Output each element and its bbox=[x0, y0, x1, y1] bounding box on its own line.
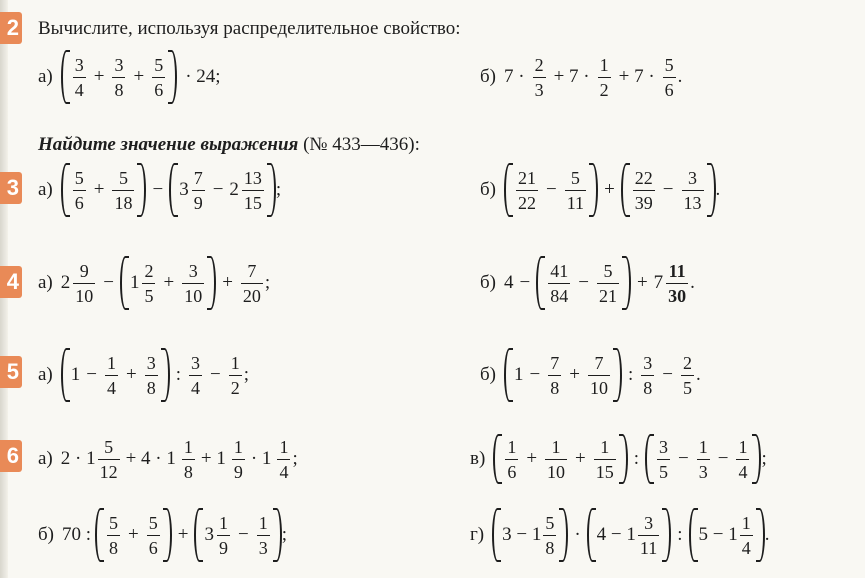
operator: + bbox=[128, 524, 139, 545]
fraction-numerator: 2 bbox=[534, 54, 544, 75]
math-token: + 7 · bbox=[618, 66, 655, 87]
operator: + bbox=[93, 179, 105, 200]
paren-close bbox=[619, 434, 628, 484]
math-token: 70 : bbox=[62, 524, 92, 545]
fraction-denominator: 6 bbox=[663, 77, 676, 99]
math-token: ; bbox=[264, 272, 271, 293]
expression-435a bbox=[38, 340, 249, 410]
fraction-numerator: 5 bbox=[603, 260, 613, 281]
fraction-numerator: 1 bbox=[551, 436, 561, 457]
operator: : bbox=[175, 364, 181, 385]
instruction-heading: Вычислите, используя распределительное свойство: bbox=[38, 18, 461, 39]
fraction bbox=[666, 262, 688, 305]
fraction-denominator: 9 bbox=[217, 535, 230, 557]
exercise-badge-435: 5 bbox=[0, 356, 22, 388]
operator: + bbox=[133, 66, 145, 87]
expression-434b bbox=[480, 248, 695, 318]
paren-close bbox=[622, 256, 631, 310]
operator: − bbox=[546, 179, 557, 200]
operator: − bbox=[662, 364, 673, 385]
label-a: а) bbox=[38, 179, 53, 200]
fraction-numerator: 7 bbox=[247, 260, 257, 281]
operator: + bbox=[526, 448, 538, 469]
section-heading bbox=[38, 134, 420, 156]
fraction-denominator: 8 bbox=[112, 77, 125, 99]
exercise-badge-433: 3 bbox=[0, 172, 22, 204]
fraction-numerator: 1 bbox=[230, 352, 240, 373]
fraction bbox=[73, 262, 95, 305]
expression-436a bbox=[38, 424, 298, 494]
fraction-numerator: 5 bbox=[118, 167, 128, 188]
fraction bbox=[112, 56, 125, 99]
fraction-numerator: 3 bbox=[146, 352, 156, 373]
fraction-numerator: 41 bbox=[550, 260, 569, 281]
operator: − bbox=[86, 364, 97, 385]
fraction-numerator: 3 bbox=[659, 436, 669, 457]
fraction bbox=[257, 514, 270, 557]
paren-open bbox=[645, 434, 654, 484]
fraction-numerator: 1 bbox=[218, 512, 228, 533]
fraction-numerator: 1 bbox=[507, 436, 517, 457]
fraction bbox=[588, 354, 610, 397]
fraction-denominator: 8 bbox=[145, 375, 158, 397]
fraction bbox=[229, 354, 242, 397]
fraction-denominator: 8 bbox=[641, 375, 654, 397]
math-token: ; bbox=[292, 448, 298, 469]
fraction-denominator: 4 bbox=[189, 375, 202, 397]
operator: − bbox=[212, 179, 224, 200]
label-b: б) bbox=[480, 179, 496, 200]
paren-open bbox=[61, 163, 70, 217]
fraction bbox=[633, 169, 655, 212]
fraction bbox=[663, 56, 676, 99]
paren-open bbox=[120, 256, 129, 310]
paren-open bbox=[504, 348, 513, 402]
fraction-numerator: 3 bbox=[688, 167, 697, 188]
fraction-denominator: 5 bbox=[681, 375, 694, 397]
label-b: б) bbox=[480, 364, 496, 385]
fraction-numerator: 2 bbox=[144, 260, 154, 281]
paren-close bbox=[168, 50, 177, 104]
operator: − bbox=[103, 272, 114, 293]
fraction-numerator: 3 bbox=[644, 512, 654, 533]
fraction-denominator: 18 bbox=[112, 190, 134, 212]
fraction bbox=[98, 438, 120, 481]
fraction-denominator: 6 bbox=[147, 535, 160, 557]
label-a: а) bbox=[38, 364, 53, 385]
fraction bbox=[548, 262, 570, 305]
whole-part: 3 bbox=[179, 179, 189, 200]
operator: − bbox=[209, 364, 221, 385]
expression-436g bbox=[470, 500, 769, 570]
fraction-denominator: 15 bbox=[594, 459, 616, 481]
fraction-numerator: 5 bbox=[109, 512, 119, 533]
whole-part: 2 bbox=[60, 272, 71, 293]
fraction-denominator: 8 bbox=[182, 459, 195, 481]
fraction-denominator: 21 bbox=[597, 283, 619, 305]
paren-close bbox=[756, 508, 765, 562]
fraction bbox=[189, 354, 202, 397]
label-a: а) bbox=[38, 272, 53, 293]
operator: + bbox=[93, 66, 105, 87]
fraction-denominator: 15 bbox=[242, 190, 264, 212]
fraction-numerator: 2 bbox=[682, 352, 692, 373]
fraction-numerator: 3 bbox=[190, 352, 200, 373]
fraction-denominator: 10 bbox=[73, 283, 95, 305]
fraction bbox=[152, 56, 165, 99]
expression-436v bbox=[470, 424, 767, 494]
fraction-denominator: 12 bbox=[98, 459, 120, 481]
fraction-numerator: 7 bbox=[594, 352, 604, 373]
fraction-denominator: 8 bbox=[548, 375, 561, 397]
fraction-numerator: 1 bbox=[600, 436, 610, 457]
expression-435b bbox=[480, 340, 701, 410]
fraction-numerator: 3 bbox=[114, 54, 124, 75]
fraction bbox=[697, 438, 710, 481]
fraction-numerator: 22 bbox=[634, 167, 653, 188]
operator: − bbox=[519, 272, 531, 293]
expression-432b bbox=[480, 42, 682, 112]
fraction-denominator: 8 bbox=[543, 535, 556, 557]
math-token: 3 − 1 bbox=[502, 524, 542, 545]
fraction bbox=[277, 438, 290, 481]
math-token: 2 · 1 bbox=[60, 448, 96, 469]
fraction-numerator: 5 bbox=[664, 54, 674, 75]
fraction-numerator: 1 bbox=[106, 352, 116, 373]
fraction-numerator: 3 bbox=[74, 54, 84, 75]
paren-open bbox=[492, 508, 501, 562]
paren-close bbox=[161, 348, 170, 402]
operator: + bbox=[125, 364, 137, 385]
fraction bbox=[597, 262, 619, 305]
paren-open bbox=[61, 50, 70, 104]
fraction-numerator: 3 bbox=[643, 352, 653, 373]
math-token: . bbox=[764, 524, 770, 545]
operator: + bbox=[636, 272, 648, 293]
fraction bbox=[682, 169, 704, 212]
whole-part: 7 bbox=[653, 272, 664, 293]
paren-close bbox=[137, 163, 146, 217]
math-token: 5 − 1 bbox=[698, 524, 738, 545]
math-token: Найдите значение выражения bbox=[38, 134, 299, 155]
fraction-numerator: 5 bbox=[148, 512, 158, 533]
fraction-denominator: 84 bbox=[548, 283, 570, 305]
paren-open bbox=[504, 163, 513, 217]
expression-436b bbox=[38, 500, 287, 570]
expression-433b bbox=[480, 155, 720, 225]
fraction-denominator: 2 bbox=[598, 77, 611, 99]
paren-close bbox=[589, 163, 598, 217]
fraction-numerator: 9 bbox=[79, 260, 89, 281]
paren-close bbox=[559, 508, 568, 562]
fraction-denominator: 11 bbox=[638, 535, 659, 557]
paren-close bbox=[267, 163, 276, 217]
math-token: . bbox=[677, 66, 683, 87]
paren-open bbox=[194, 508, 203, 562]
math-token: . bbox=[690, 272, 695, 293]
whole-part: 1 bbox=[129, 272, 140, 293]
operator: + bbox=[575, 448, 586, 469]
operator: · bbox=[574, 524, 581, 545]
operator: + bbox=[569, 364, 580, 385]
fraction bbox=[548, 354, 561, 397]
math-token: ; bbox=[243, 364, 249, 385]
paren-close bbox=[163, 508, 172, 562]
fraction bbox=[594, 438, 616, 481]
label-b: б) bbox=[480, 272, 496, 293]
fraction bbox=[638, 514, 659, 557]
fraction-denominator: 4 bbox=[105, 375, 118, 397]
fraction bbox=[145, 354, 158, 397]
paren-close bbox=[752, 434, 761, 484]
fraction-denominator: 6 bbox=[73, 190, 86, 212]
math-token: 1 bbox=[70, 364, 81, 385]
fraction bbox=[543, 514, 556, 557]
fraction-numerator: 5 bbox=[570, 167, 580, 188]
whole-part: 2 bbox=[229, 179, 239, 200]
fraction bbox=[533, 56, 546, 99]
math-token: . bbox=[715, 179, 721, 200]
math-token: 4 − 1 bbox=[596, 524, 636, 545]
paren-close bbox=[613, 348, 622, 402]
expression-tail: · 24; bbox=[185, 66, 221, 87]
fraction bbox=[657, 438, 670, 481]
operator: − bbox=[578, 272, 589, 293]
paren-close bbox=[662, 508, 671, 562]
label-b: б) bbox=[480, 66, 496, 87]
fraction-numerator: 1 bbox=[183, 436, 193, 457]
fraction-numerator: 7 bbox=[550, 352, 560, 373]
paren-open bbox=[587, 508, 596, 562]
paren-open bbox=[95, 508, 104, 562]
fraction bbox=[242, 169, 264, 212]
fraction-numerator: 1 bbox=[738, 436, 748, 457]
operator: : bbox=[677, 524, 683, 545]
math-token: 7 · bbox=[504, 66, 525, 87]
paren-open bbox=[621, 163, 630, 217]
paren-open bbox=[169, 163, 178, 217]
fraction-denominator: 10 bbox=[182, 283, 204, 305]
fraction-denominator: 9 bbox=[232, 459, 245, 481]
fraction bbox=[107, 514, 120, 557]
math-token: + 1 bbox=[200, 448, 226, 469]
fraction bbox=[740, 514, 753, 557]
fraction bbox=[516, 169, 538, 212]
fraction-numerator: 7 bbox=[193, 167, 203, 188]
label-a: а) bbox=[38, 66, 53, 87]
fraction bbox=[736, 438, 749, 481]
fraction-denominator: 3 bbox=[533, 77, 546, 99]
fraction bbox=[192, 169, 205, 212]
fraction bbox=[73, 169, 86, 212]
operator: − bbox=[717, 448, 729, 469]
fraction-numerator: 1 bbox=[698, 436, 708, 457]
fraction bbox=[73, 56, 86, 99]
paren-close bbox=[707, 163, 716, 217]
expression-433a bbox=[38, 155, 281, 225]
expression-434a bbox=[38, 248, 270, 318]
math-token: + 4 · 1 bbox=[125, 448, 176, 469]
paren-close bbox=[207, 256, 216, 310]
math-token: 1 bbox=[514, 364, 524, 385]
fraction-denominator: 4 bbox=[73, 77, 86, 99]
exercise-badge-432: 2 bbox=[0, 12, 22, 44]
fraction bbox=[217, 514, 230, 557]
whole-part: 3 bbox=[204, 524, 214, 545]
fraction-denominator: 3 bbox=[257, 535, 270, 557]
fraction-denominator: 4 bbox=[740, 535, 753, 557]
fraction-denominator: 10 bbox=[588, 375, 610, 397]
expression-432a bbox=[38, 42, 221, 112]
fraction bbox=[112, 169, 134, 212]
operator: − bbox=[237, 524, 249, 545]
paren-close bbox=[273, 508, 282, 562]
fraction-denominator: 9 bbox=[192, 190, 205, 212]
label-a: а) bbox=[38, 448, 53, 469]
math-token: · 1 bbox=[250, 448, 272, 469]
fraction-numerator: 5 bbox=[104, 436, 114, 457]
fraction bbox=[142, 262, 155, 305]
math-token: 4 bbox=[504, 272, 514, 293]
fraction bbox=[147, 514, 160, 557]
fraction-numerator: 5 bbox=[154, 54, 164, 75]
fraction-denominator: 5 bbox=[142, 283, 155, 305]
math-token: (№ 433—436): bbox=[303, 134, 420, 155]
fraction bbox=[182, 262, 204, 305]
fraction-denominator: 5 bbox=[657, 459, 670, 481]
operator: + bbox=[163, 272, 175, 293]
math-token: ; bbox=[275, 179, 282, 200]
fraction-denominator: 4 bbox=[277, 459, 290, 481]
fraction-denominator: 4 bbox=[736, 459, 749, 481]
fraction-numerator: 1 bbox=[741, 512, 751, 533]
operator: − bbox=[529, 364, 541, 385]
operator: + bbox=[177, 524, 189, 545]
fraction-numerator: 21 bbox=[518, 167, 536, 188]
fraction bbox=[681, 354, 694, 397]
operator: : bbox=[633, 448, 640, 469]
fraction-numerator: 1 bbox=[279, 436, 289, 457]
fraction bbox=[598, 56, 611, 99]
operator: : bbox=[627, 364, 634, 385]
paren-open bbox=[61, 348, 70, 402]
paren-open bbox=[536, 256, 545, 310]
label-v: в) bbox=[470, 448, 486, 469]
math-token: ; bbox=[281, 524, 287, 545]
fraction-denominator: 10 bbox=[545, 459, 567, 481]
fraction-numerator: 5 bbox=[74, 167, 84, 188]
fraction-numerator: 1 bbox=[599, 54, 609, 75]
fraction-numerator: 5 bbox=[545, 512, 555, 533]
fraction-denominator: 8 bbox=[107, 535, 120, 557]
operator: + bbox=[222, 272, 233, 293]
label-g: г) bbox=[470, 524, 485, 545]
fraction-numerator: 11 bbox=[668, 260, 686, 281]
fraction bbox=[241, 262, 263, 305]
fraction-denominator: 13 bbox=[682, 190, 704, 212]
label-b: б) bbox=[38, 524, 54, 545]
fraction-numerator: 13 bbox=[243, 167, 262, 188]
math-token: . bbox=[695, 364, 701, 385]
math-token: ; bbox=[761, 448, 767, 469]
fraction bbox=[182, 438, 195, 481]
paren-open bbox=[493, 434, 502, 484]
math-token: + 7 · bbox=[553, 66, 590, 87]
fraction-numerator: 1 bbox=[258, 512, 268, 533]
fraction-numerator: 1 bbox=[233, 436, 243, 457]
fraction-denominator: 6 bbox=[152, 77, 165, 99]
fraction bbox=[232, 438, 245, 481]
fraction-denominator: 20 bbox=[241, 283, 263, 305]
operator: − bbox=[662, 179, 674, 200]
fraction-denominator: 2 bbox=[229, 375, 242, 397]
fraction-denominator: 3 bbox=[697, 459, 710, 481]
fraction-denominator: 30 bbox=[666, 283, 688, 305]
exercise-badge-434: 4 bbox=[0, 266, 22, 298]
fraction bbox=[545, 438, 567, 481]
fraction bbox=[505, 438, 518, 481]
fraction-denominator: 6 bbox=[505, 459, 518, 481]
operator: − bbox=[152, 179, 164, 200]
fraction-denominator: 22 bbox=[516, 190, 538, 212]
fraction-denominator: 11 bbox=[565, 190, 586, 212]
fraction bbox=[565, 169, 586, 212]
paren-open bbox=[689, 508, 698, 562]
operator: − bbox=[678, 448, 689, 469]
fraction-numerator: 3 bbox=[188, 260, 198, 281]
exercise-badge-436: 6 bbox=[0, 440, 22, 472]
fraction bbox=[641, 354, 654, 397]
operator: + bbox=[604, 179, 615, 200]
fraction bbox=[105, 354, 118, 397]
fraction-denominator: 39 bbox=[633, 190, 655, 212]
